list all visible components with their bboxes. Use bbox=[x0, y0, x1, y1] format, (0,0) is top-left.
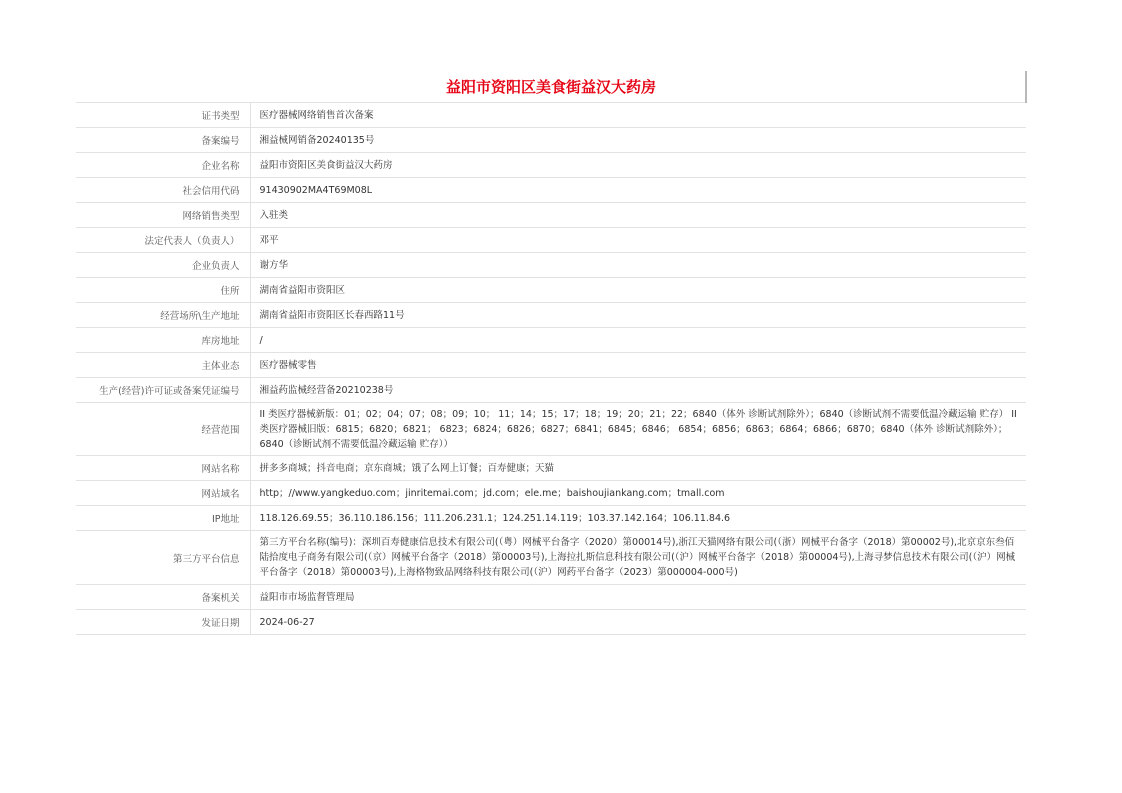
row-value: 湘益械网销备20240135号 bbox=[250, 128, 1026, 153]
row-value: 邓平 bbox=[250, 228, 1026, 253]
row-label: 第三方平台信息 bbox=[76, 531, 250, 585]
row-label: 发证日期 bbox=[76, 610, 250, 635]
row-label: 法定代表人（负责人） bbox=[76, 228, 250, 253]
table-row bbox=[76, 506, 1026, 531]
row-value: 谢方华 bbox=[250, 253, 1026, 278]
table-row bbox=[76, 278, 1026, 303]
record-table bbox=[76, 102, 1026, 635]
table-row bbox=[76, 585, 1026, 610]
row-value: II 类医疗器械新版：01；02；04；07；08；09；10； 11；14；15；17；18；19；20；21；22；6840（体外 诊断试剂除外）；6840（诊断试剂不需要低温冷藏运输 贮存） II 类医疗器械旧版：6815；6820；6821； 6823；6824；6826；6827；6841；6845；6846； 6854；6856；6863；6864；6866；6870；6840（体外 诊断试剂除外）；6840（诊断试剂不需要低温冷藏运输 贮存）） bbox=[250, 403, 1026, 456]
row-label: 住所 bbox=[76, 278, 250, 303]
row-value: 91430902MA4T69M08L bbox=[250, 178, 1026, 203]
table-row bbox=[76, 303, 1026, 328]
table-row bbox=[76, 153, 1026, 178]
row-value: 湖南省益阳市资阳区 bbox=[250, 278, 1026, 303]
table-row bbox=[76, 531, 1026, 585]
row-label: 主体业态 bbox=[76, 353, 250, 378]
row-value: 湖南省益阳市资阳区长春西路11号 bbox=[250, 303, 1026, 328]
row-value: 益阳市资阳区美食街益汉大药房 bbox=[250, 153, 1026, 178]
table-row bbox=[76, 253, 1026, 278]
row-label: 经营范围 bbox=[76, 403, 250, 456]
row-value: 湘益药监械经营备20210238号 bbox=[250, 378, 1026, 403]
scrollbar-edge bbox=[1025, 71, 1027, 103]
row-label: 网络销售类型 bbox=[76, 203, 250, 228]
table-row bbox=[76, 481, 1026, 506]
row-value: 118.126.69.55；36.110.186.156；111.206.231.1；124.251.14.119；103.37.142.164；106.11.84.6 bbox=[250, 506, 1026, 531]
table-row bbox=[76, 178, 1026, 203]
table-row bbox=[76, 456, 1026, 481]
table-row bbox=[76, 610, 1026, 635]
row-value: 益阳市市场监督管理局 bbox=[250, 585, 1026, 610]
page-title: 益阳市资阳区美食街益汉大药房 bbox=[445, 78, 656, 96]
row-label: 网站名称 bbox=[76, 456, 250, 481]
table-row bbox=[76, 378, 1026, 403]
row-value: 第三方平台名称(编号)：深圳百寿健康信息技术有限公司(（粤）网械平台备字（2020）第00014号),浙江天猫网络有限公司(（浙）网械平台备字（2018）第00002号),北京京东叁佰陆拾度电子商务有限公司(（京）网械平台备字（2018）第00003号),上海拉扎斯信息科技有限公司(（沪）网械平台备字（2018）第00004号),上海寻梦信息技术有限公司(（沪）网械平台备字（2018）第00003号),上海格物致品网络科技有限公司(（沪）网药平台备字（2023）第000004-000号) bbox=[250, 531, 1026, 585]
table-row bbox=[76, 328, 1026, 353]
table-row bbox=[76, 228, 1026, 253]
row-label: 备案编号 bbox=[76, 128, 250, 153]
table-row bbox=[76, 203, 1026, 228]
table-row bbox=[76, 403, 1026, 456]
row-label: 备案机关 bbox=[76, 585, 250, 610]
row-value: http；//www.yangkeduo.com；jinritemai.com；jd.com；ele.me；baishoujiankang.com；tmall.com bbox=[250, 481, 1026, 506]
row-value: / bbox=[250, 328, 1026, 353]
record-document bbox=[76, 71, 1026, 635]
table-row bbox=[76, 353, 1026, 378]
row-value: 入驻类 bbox=[250, 203, 1026, 228]
row-value: 2024-06-27 bbox=[250, 610, 1026, 635]
row-value: 医疗器械零售 bbox=[250, 353, 1026, 378]
row-label: 企业负责人 bbox=[76, 253, 250, 278]
row-label: 证书类型 bbox=[76, 103, 250, 128]
row-value: 医疗器械网络销售首次备案 bbox=[250, 103, 1026, 128]
row-label: 生产(经营)许可证或备案凭证编号 bbox=[76, 378, 250, 403]
row-label: IP地址 bbox=[76, 506, 250, 531]
row-label: 社会信用代码 bbox=[76, 178, 250, 203]
row-label: 经营场所\生产地址 bbox=[76, 303, 250, 328]
row-label: 库房地址 bbox=[76, 328, 250, 353]
table-row bbox=[76, 103, 1026, 128]
row-value: 拼多多商城；抖音电商；京东商城；饿了么网上订餐；百寿健康；天猫 bbox=[250, 456, 1026, 481]
table-row bbox=[76, 128, 1026, 153]
row-label: 网站域名 bbox=[76, 481, 250, 506]
row-label: 企业名称 bbox=[76, 153, 250, 178]
